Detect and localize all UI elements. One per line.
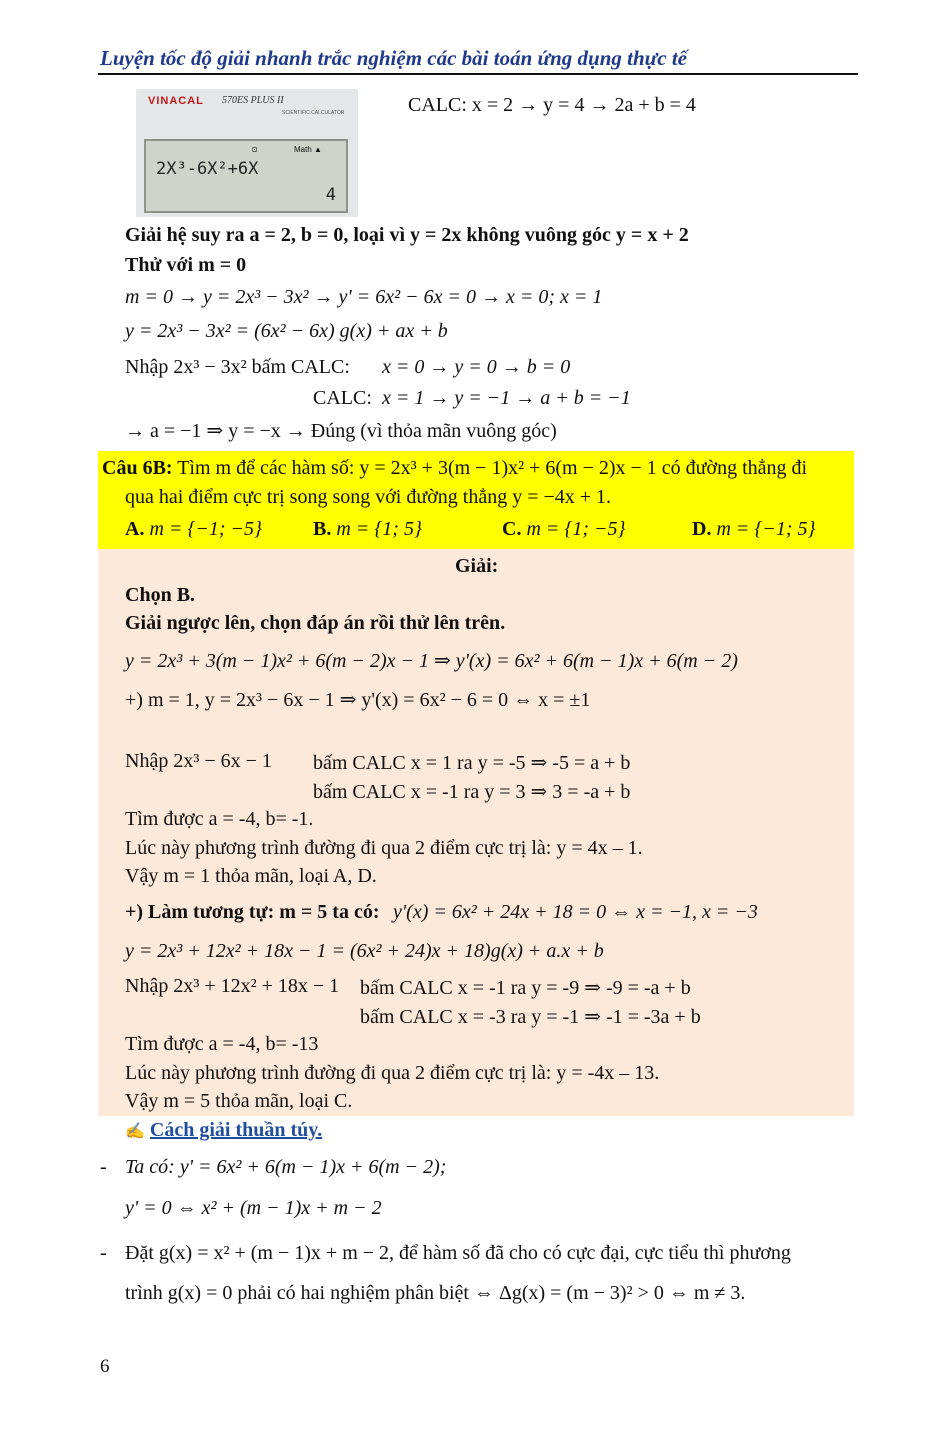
- solution-method: Giải ngược lên, chọn đáp án rồi thử lên trên.: [125, 612, 506, 634]
- question-line-2: qua hai điểm cực trị song song với đường thẳng y = −4x + 1.: [125, 486, 612, 508]
- calc-line: CALC: x = 2 → y = 4 → 2a + b = 4: [408, 94, 696, 116]
- question-label: Câu 6B:: [102, 457, 173, 479]
- calculator-subtitle: SCIENTIFIC CALCULATOR: [282, 110, 345, 116]
- solution-case-1: +) m = 1, y = 2x³ − 6x − 1 ⇒ y'(x) = 6x² − 6 = 0 ⇔ x = ±1: [125, 689, 591, 711]
- calculator-screen: [144, 139, 348, 213]
- solution-line-eq-1: Lúc này phương trình đường đi qua 2 điểm cực trị là: y = 4x – 1.: [125, 837, 643, 859]
- pure-line-2: y' = 0 ⇔ x² + (m − 1)x + m − 2: [125, 1197, 382, 1219]
- option-d: D. m = {−1; 5}: [692, 518, 816, 540]
- conclusion-line: → a = −1 ⇒ y = −x → Đúng (vì thỏa mãn vuông góc): [125, 420, 557, 442]
- input-line-label: Nhập 2x³ − 3x² bấm CALC:: [125, 356, 350, 378]
- option-a: A. m = {−1; −5}: [125, 518, 263, 540]
- solution-input-2: Nhập 2x³ + 12x² + 18x − 1: [125, 975, 340, 997]
- solution-calc-1: bấm CALC x = 1 ra y = -5 ⇒ -5 = a + b: [313, 752, 631, 774]
- option-b: B. m = {1; 5}: [313, 518, 422, 540]
- calc-line-2-label: CALC:: [313, 387, 372, 409]
- calculator-result: 4: [325, 185, 336, 205]
- option-c: C. m = {1; −5}: [502, 518, 626, 540]
- result-line: Giải hệ suy ra a = 2, b = 0, loại vì y = 2x không vuông góc y = x + 2: [125, 224, 689, 246]
- solution-derivative: y = 2x³ + 3(m − 1)x² + 6(m − 2)x − 1 ⇒ y'(x) = 6x² + 6(m − 1)x + 6(m − 2): [125, 650, 738, 672]
- calculator-brand: VINACAL: [148, 95, 204, 107]
- pure-heading: [125, 1119, 322, 1142]
- solution-input-1: Nhập 2x³ − 6x − 1: [125, 750, 272, 772]
- solution-calc-3: bấm CALC x = -1 ra y = -9 ⇒ -9 = -a + b: [360, 977, 691, 999]
- solution-found-1: Tìm được a = -4, b= -1.: [125, 808, 314, 830]
- division-line: y = 2x³ − 3x² = (6x² − 6x) g(x) + ax + b: [125, 320, 448, 342]
- solution-found-2: Tìm được a = -4, b= -13: [125, 1033, 319, 1055]
- header-rule: [98, 73, 858, 75]
- bullet-dash-2: -: [100, 1242, 107, 1264]
- solution-case-5-division: y = 2x³ + 12x² + 18x − 1 = (6x² + 24)x + 18)g(x) + a.x + b: [125, 940, 604, 962]
- calculator-image: [136, 89, 358, 217]
- solution-calc-2: bấm CALC x = -1 ra y = 3 ⇒ 3 = -a + b: [313, 781, 631, 803]
- pure-line-1: Ta có: y' = 6x² + 6(m − 1)x + 6(m − 2);: [125, 1156, 447, 1178]
- input-line-value: x = 0 → y = 0 → b = 0: [382, 356, 571, 378]
- pure-line-4: trình g(x) = 0 phải có hai nghiệm phân biệt ⇔ Δg(x) = (m − 3)² > 0 ⇔ m ≠ 3.: [125, 1282, 746, 1304]
- calculator-indicator-icon: ⊡: [252, 145, 257, 154]
- try-line: Thử với m = 0: [125, 254, 247, 276]
- question-line-1: [102, 457, 807, 480]
- solution-line-eq-2: Lúc này phương trình đường đi qua 2 điểm cực trị là: y = -4x – 13.: [125, 1062, 660, 1084]
- solution-verdict-2: Vậy m = 5 thỏa mãn, loại C.: [125, 1090, 353, 1112]
- page-number: 6: [100, 1356, 110, 1377]
- solution-verdict-1: Vậy m = 1 thỏa mãn, loại A, D.: [125, 865, 377, 887]
- solution-heading: Giải:: [455, 555, 499, 577]
- calc-line-2-value: x = 1 → y = −1 → a + b = −1: [382, 387, 631, 409]
- bullet-dash-1: -: [100, 1156, 107, 1178]
- calculator-model: 570ES PLUS II: [222, 95, 284, 106]
- calculator-math-indicator: Math ▲: [294, 145, 322, 154]
- pure-title: Cách giải thuần túy.: [149, 1119, 323, 1141]
- header-title: Luyện tốc độ giải nhanh trắc nghiệm các bài toán ứng dụng thực tế: [100, 46, 687, 70]
- calculator-expression: 2X³-6X²+6X: [156, 159, 259, 179]
- derivative-line: m = 0 → y = 2x³ − 3x² → y' = 6x² − 6x = 0 → x = 0; x = 1: [125, 286, 603, 308]
- question-text: Tìm m để các hàm số: y = 2x³ + 3(m − 1)x² + 6(m − 2)x − 1 có đường thẳng đi: [177, 457, 808, 479]
- solution-case-5-derivative: y'(x) = 6x² + 24x + 18 = 0 ⇔ x = −1, x = −3: [393, 901, 758, 923]
- pen-icon: ✍: [125, 1123, 145, 1140]
- solution-choice: Chọn B.: [125, 584, 196, 606]
- pure-line-3: Đặt g(x) = x² + (m − 1)x + m − 2, để hàm số đã cho có cực đại, cực tiểu thì phương: [125, 1242, 791, 1264]
- solution-case-5-label: +) Làm tương tự: m = 5 ta có:: [125, 901, 380, 923]
- solution-calc-4: bấm CALC x = -3 ra y = -1 ⇒ -1 = -3a + b: [360, 1006, 701, 1028]
